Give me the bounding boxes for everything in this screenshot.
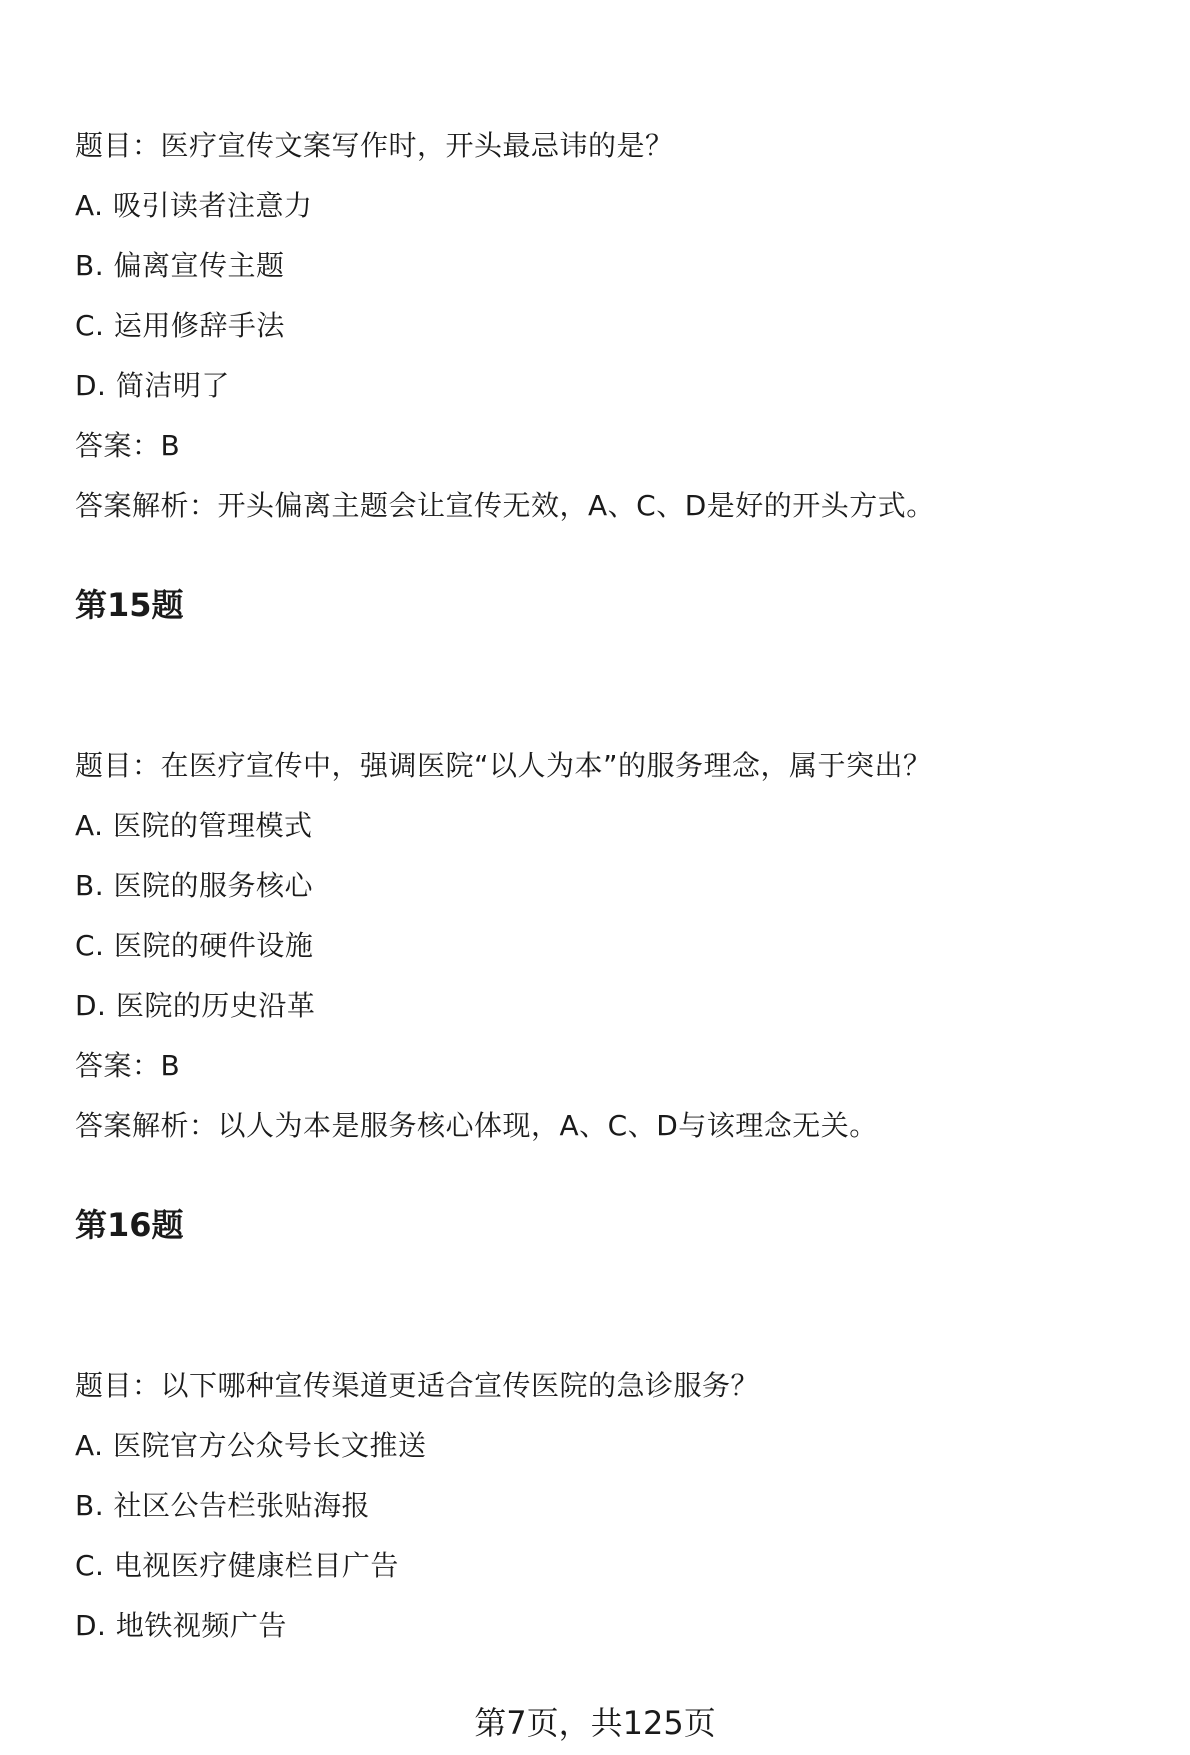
q14-option-b: B. 偏离宣传主题 <box>75 249 285 282</box>
q14-answer: 答案：B <box>75 429 181 462</box>
q16-option-b: B. 社区公告栏张贴海报 <box>75 1489 371 1522</box>
q14-option-d: D. 简洁明了 <box>75 369 230 402</box>
q16-option-a: A. 医院官方公众号长文推送 <box>75 1429 427 1462</box>
q16-option-d: D. 地铁视频广告 <box>75 1609 287 1642</box>
q15-answer: 答案：B <box>75 1049 181 1082</box>
q15-heading: 第15题 <box>75 586 184 624</box>
q16-question: 题目：以下哪种宣传渠道更适合宣传医院的急诊服务？ <box>75 1369 760 1402</box>
q14-option-c: C. 运用修辞手法 <box>75 309 285 342</box>
q15-option-a: A. 医院的管理模式 <box>75 809 313 842</box>
q15-question: 题目：在医疗宣传中，强调医院“以人为本”的服务理念，属于突出？ <box>75 749 932 782</box>
q14-option-a: A. 吸引读者注意力 <box>75 189 313 222</box>
q14-analysis: 答案解析：开头偏离主题会让宣传无效，A、C、D是好的开头方式。 <box>75 489 935 522</box>
q15-option-d: D. 医院的历史沿革 <box>75 989 316 1022</box>
q15-option-b: B. 医院的服务核心 <box>75 869 314 902</box>
q15-analysis: 答案解析：以人为本是服务核心体现，A、C、D与该理念无关。 <box>75 1109 878 1142</box>
q16-heading: 第16题 <box>75 1206 184 1244</box>
q15-option-c: C. 医院的硬件设施 <box>75 929 314 962</box>
q16-option-c: C. 电视医疗健康栏目广告 <box>75 1549 399 1582</box>
q14-question: 题目：医疗宣传文案写作时，开头最忌讳的是？ <box>75 129 674 162</box>
page-footer: 第7页，共125页 <box>474 1704 716 1742</box>
